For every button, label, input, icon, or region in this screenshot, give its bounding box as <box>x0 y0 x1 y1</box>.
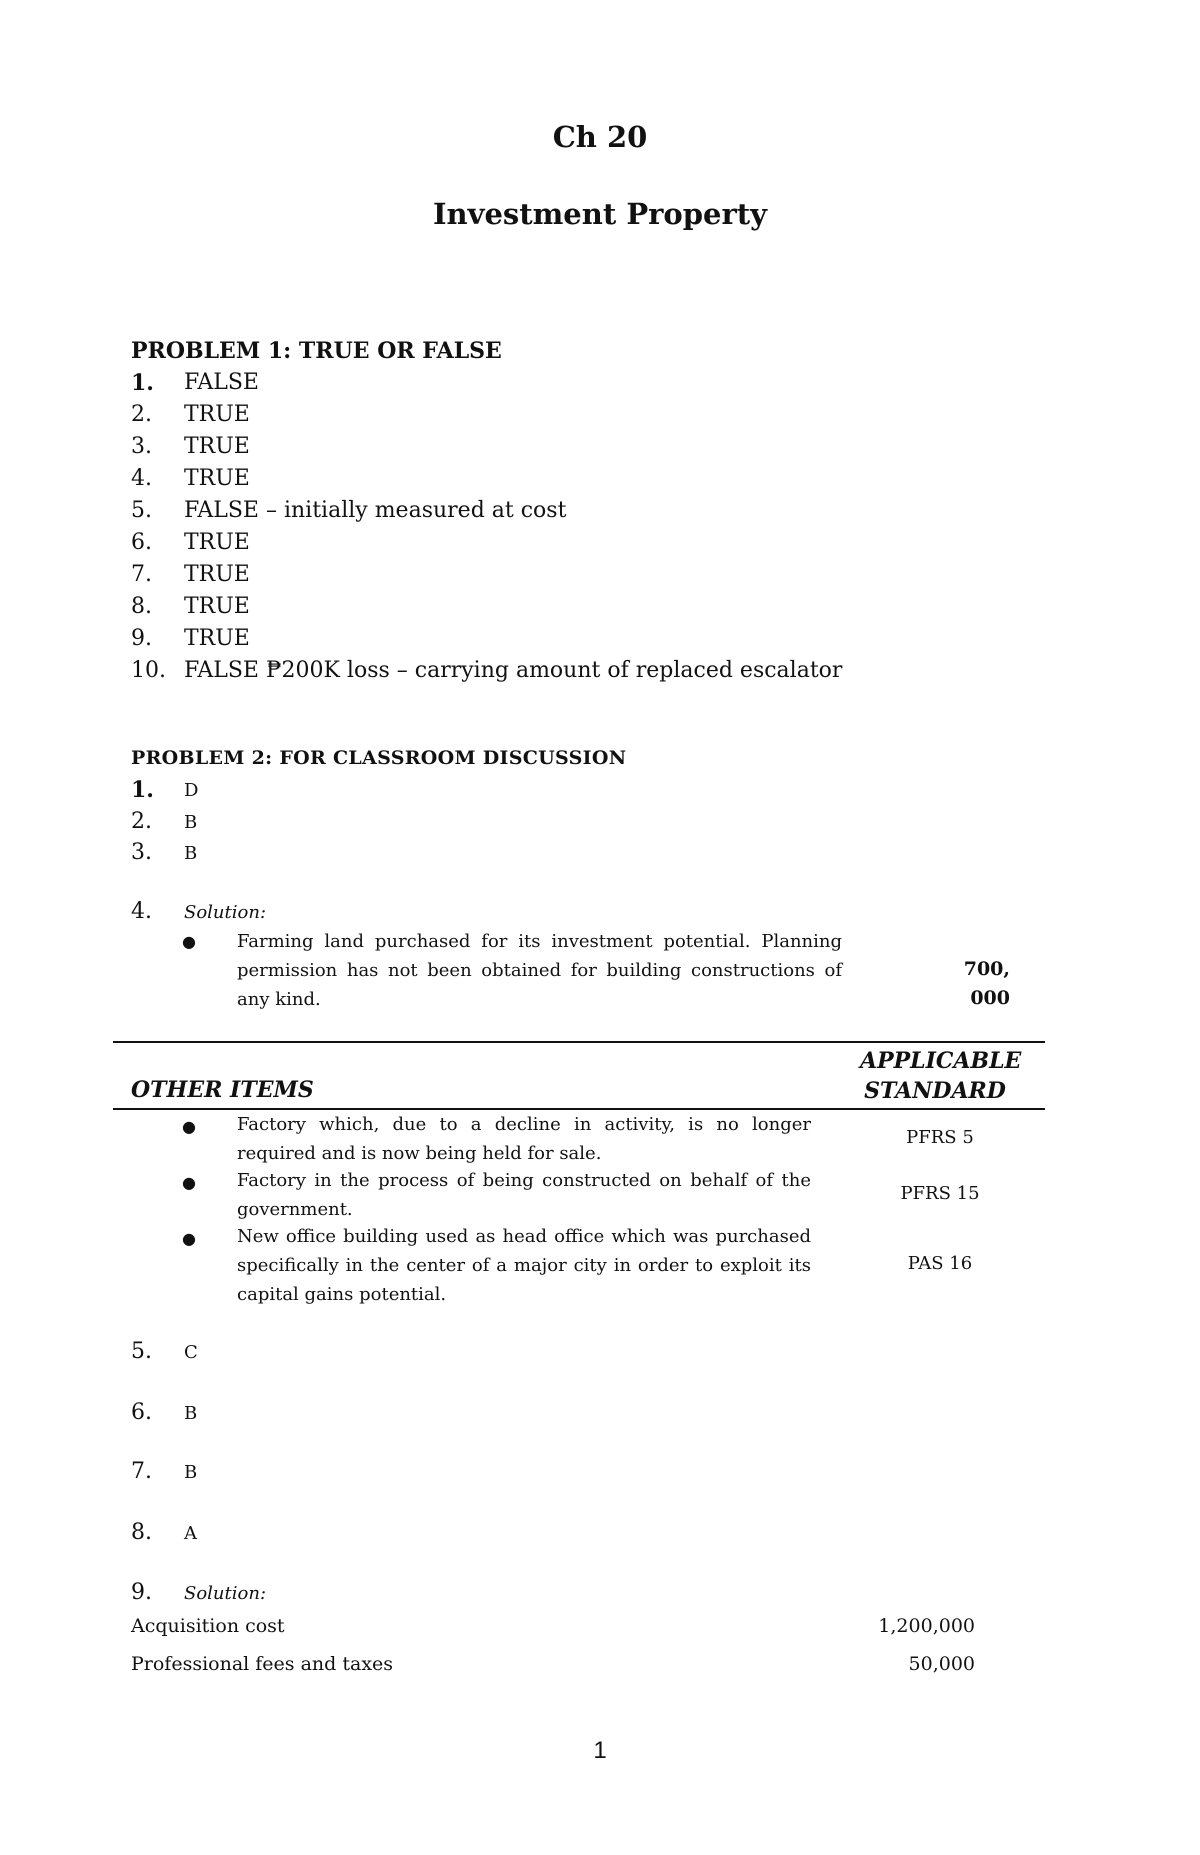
item-answer: FALSE – initially measured at cost <box>184 498 567 523</box>
row-text: Factory in the process of being constructed on behalf of the government. <box>237 1170 811 1220</box>
item-answer: TRUE <box>184 594 250 619</box>
row-standard: PFRS 15 <box>900 1183 980 1204</box>
item-number: 1. <box>131 777 154 803</box>
item-number: 9. <box>131 1580 152 1605</box>
item-answer: TRUE <box>184 562 250 587</box>
item-answer: D <box>184 780 199 801</box>
item-answer: B <box>184 1462 198 1483</box>
item-number: 7. <box>131 1459 152 1484</box>
item-number: 1. <box>131 370 154 396</box>
item-number: 5. <box>131 498 152 523</box>
row-text: New office building used as head office which was purchased specifically in the center of a major city in order to exploit its capital gains potential. <box>237 1226 811 1305</box>
chapter-title: Investment Property <box>432 197 768 231</box>
item-answer: TRUE <box>184 626 250 651</box>
row-text: Factory which, due to a decline in activity, is no longer required and is now being held for sale. <box>237 1114 811 1164</box>
item-number: 3. <box>131 434 152 459</box>
item-number: 8. <box>131 594 152 619</box>
col-other-items: OTHER ITEMS <box>131 1077 314 1103</box>
item-answer: TRUE <box>184 402 250 427</box>
item-answer: TRUE <box>184 530 250 555</box>
item-number: 10. <box>131 658 166 683</box>
chapter-number: Ch 20 <box>552 120 648 154</box>
row-standard: PFRS 5 <box>906 1127 974 1148</box>
item-number: 6. <box>131 530 152 555</box>
bullet-icon: ● <box>182 1173 196 1192</box>
line-amount: 50,000 <box>908 1653 975 1675</box>
item-answer: B <box>184 812 198 833</box>
solution-label: Solution: <box>184 1583 267 1604</box>
item-number: 6. <box>131 1400 152 1425</box>
line-label: Professional fees and taxes <box>131 1653 394 1675</box>
table-top-rule <box>113 1041 1045 1043</box>
item-answer: C <box>184 1342 198 1363</box>
farm-land-text: Farming land purchased for its investment potential. Planning permission has not been obtained for building constructions of any kind. <box>237 931 842 1010</box>
bullet-icon: ● <box>182 1229 196 1248</box>
item-number: 2. <box>131 809 152 834</box>
line-amount: 1,200,000 <box>878 1615 975 1637</box>
item-number: 4. <box>131 466 152 491</box>
item-number: 5. <box>131 1339 152 1364</box>
item-number: 2. <box>131 402 152 427</box>
solution-label: Solution: <box>184 902 267 923</box>
item-answer: TRUE <box>184 434 250 459</box>
item-number: 9. <box>131 626 152 651</box>
problem2-heading: PROBLEM 2: FOR CLASSROOM DISCUSSION <box>131 747 627 769</box>
farm-land-amount: 700, 000 <box>963 958 1010 1009</box>
bullet-icon: ● <box>182 932 196 951</box>
line-label: Acquisition cost <box>131 1615 285 1637</box>
page-number: 1 <box>593 1737 607 1764</box>
item-answer: FALSE ₱200K loss – carrying amount of replaced escalator <box>184 658 843 683</box>
row-standard: PAS 16 <box>907 1253 973 1274</box>
problem1-heading: PROBLEM 1: TRUE OR FALSE <box>131 338 502 364</box>
bullet-icon: ● <box>182 1117 196 1136</box>
item-number: 4. <box>131 899 152 924</box>
item-answer: A <box>184 1523 197 1544</box>
item-number: 3. <box>131 840 152 865</box>
item-number: 7. <box>131 562 152 587</box>
item-answer: FALSE <box>184 370 259 395</box>
item-number: 8. <box>131 1520 152 1545</box>
item-answer: TRUE <box>184 466 250 491</box>
item-answer: B <box>184 843 198 864</box>
col-applicable-standard: APPLICABLE STANDARD <box>860 1048 1022 1104</box>
item-answer: B <box>184 1403 198 1424</box>
